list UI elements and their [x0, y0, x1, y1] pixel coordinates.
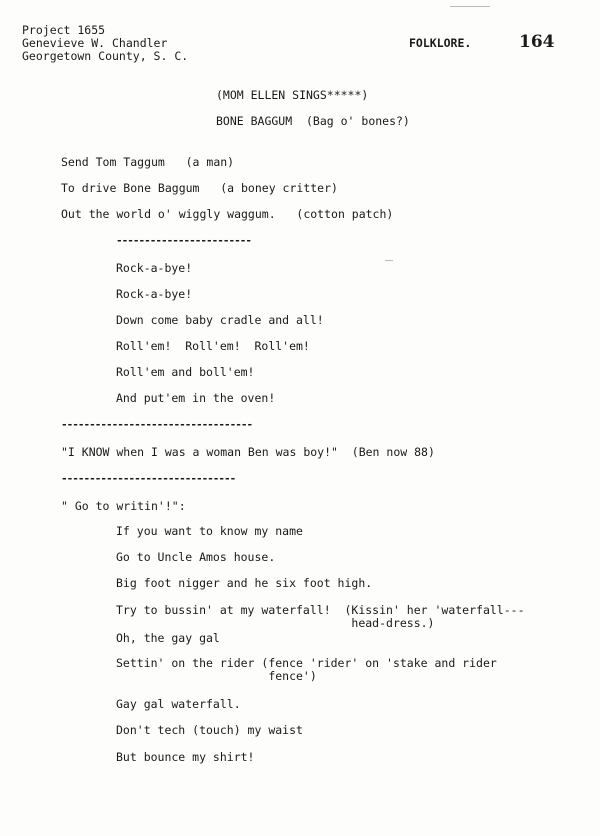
- verse3-line: If you want to know my name: [116, 524, 303, 538]
- verse3-line: Oh, the gay gal: [116, 631, 220, 645]
- verse3-line-continued: head-dress.): [116, 616, 435, 630]
- verse2-line: Down come baby cradle and all!: [116, 313, 324, 327]
- song-title: BONE BAGGUM (Bag o' bones?): [216, 114, 410, 128]
- scan-artifact: [450, 6, 490, 7]
- verse1-line: Out the world o' wiggly waggum. (cotton patch): [61, 207, 394, 221]
- verse2-line: Rock-a-bye!: [116, 287, 193, 301]
- verse2-line: Rock-a-bye!: [116, 261, 193, 275]
- county-location: Georgetown County, S. C.: [22, 49, 189, 63]
- quote-line: "I KNOW when I was a woman Ben was boy!" (Ben now 88): [61, 445, 435, 459]
- scan-artifact: [385, 260, 393, 261]
- verse3-line: Don't tech (touch) my waist: [116, 723, 303, 737]
- page-number: 164: [519, 32, 555, 52]
- author-name: Genevieve W. Chandler: [22, 36, 168, 50]
- separator-line: ----------------------------------: [61, 418, 253, 431]
- verse3-line: Go to Uncle Amos house.: [116, 550, 276, 564]
- verse1-line: To drive Bone Baggum (a boney critter): [61, 181, 338, 195]
- category-label: FOLKLORE.: [409, 36, 472, 50]
- verse1-line: Send Tom Taggum (a man): [61, 155, 235, 169]
- separator-line: ------------------------: [116, 234, 251, 247]
- verse3-line: Gay gal waterfall.: [116, 697, 241, 711]
- verse2-line: Roll'em! Roll'em! Roll'em!: [116, 339, 310, 353]
- verse2-line: Roll'em and boll'em!: [116, 365, 255, 379]
- verse2-line: And put'em in the oven!: [116, 391, 276, 405]
- verse3-line: Settin' on the rider (fence 'rider' on 'stake and rider: [116, 656, 497, 670]
- verse3-line: But bounce my shirt!: [116, 750, 255, 764]
- verse3-line: Try to bussin' at my waterfall! (Kissin' her 'waterfall---: [116, 603, 525, 617]
- song-attribution: (MOM ELLEN SINGS*****): [216, 88, 369, 102]
- verse3-line-continued: fence'): [116, 669, 317, 683]
- verse3-line: Big foot nigger and he six foot high.: [116, 576, 373, 590]
- go-to-writin-heading: " Go to writin'!":: [61, 499, 186, 513]
- separator-line: -------------------------------: [61, 472, 236, 485]
- project-number: Project 1655: [22, 23, 106, 37]
